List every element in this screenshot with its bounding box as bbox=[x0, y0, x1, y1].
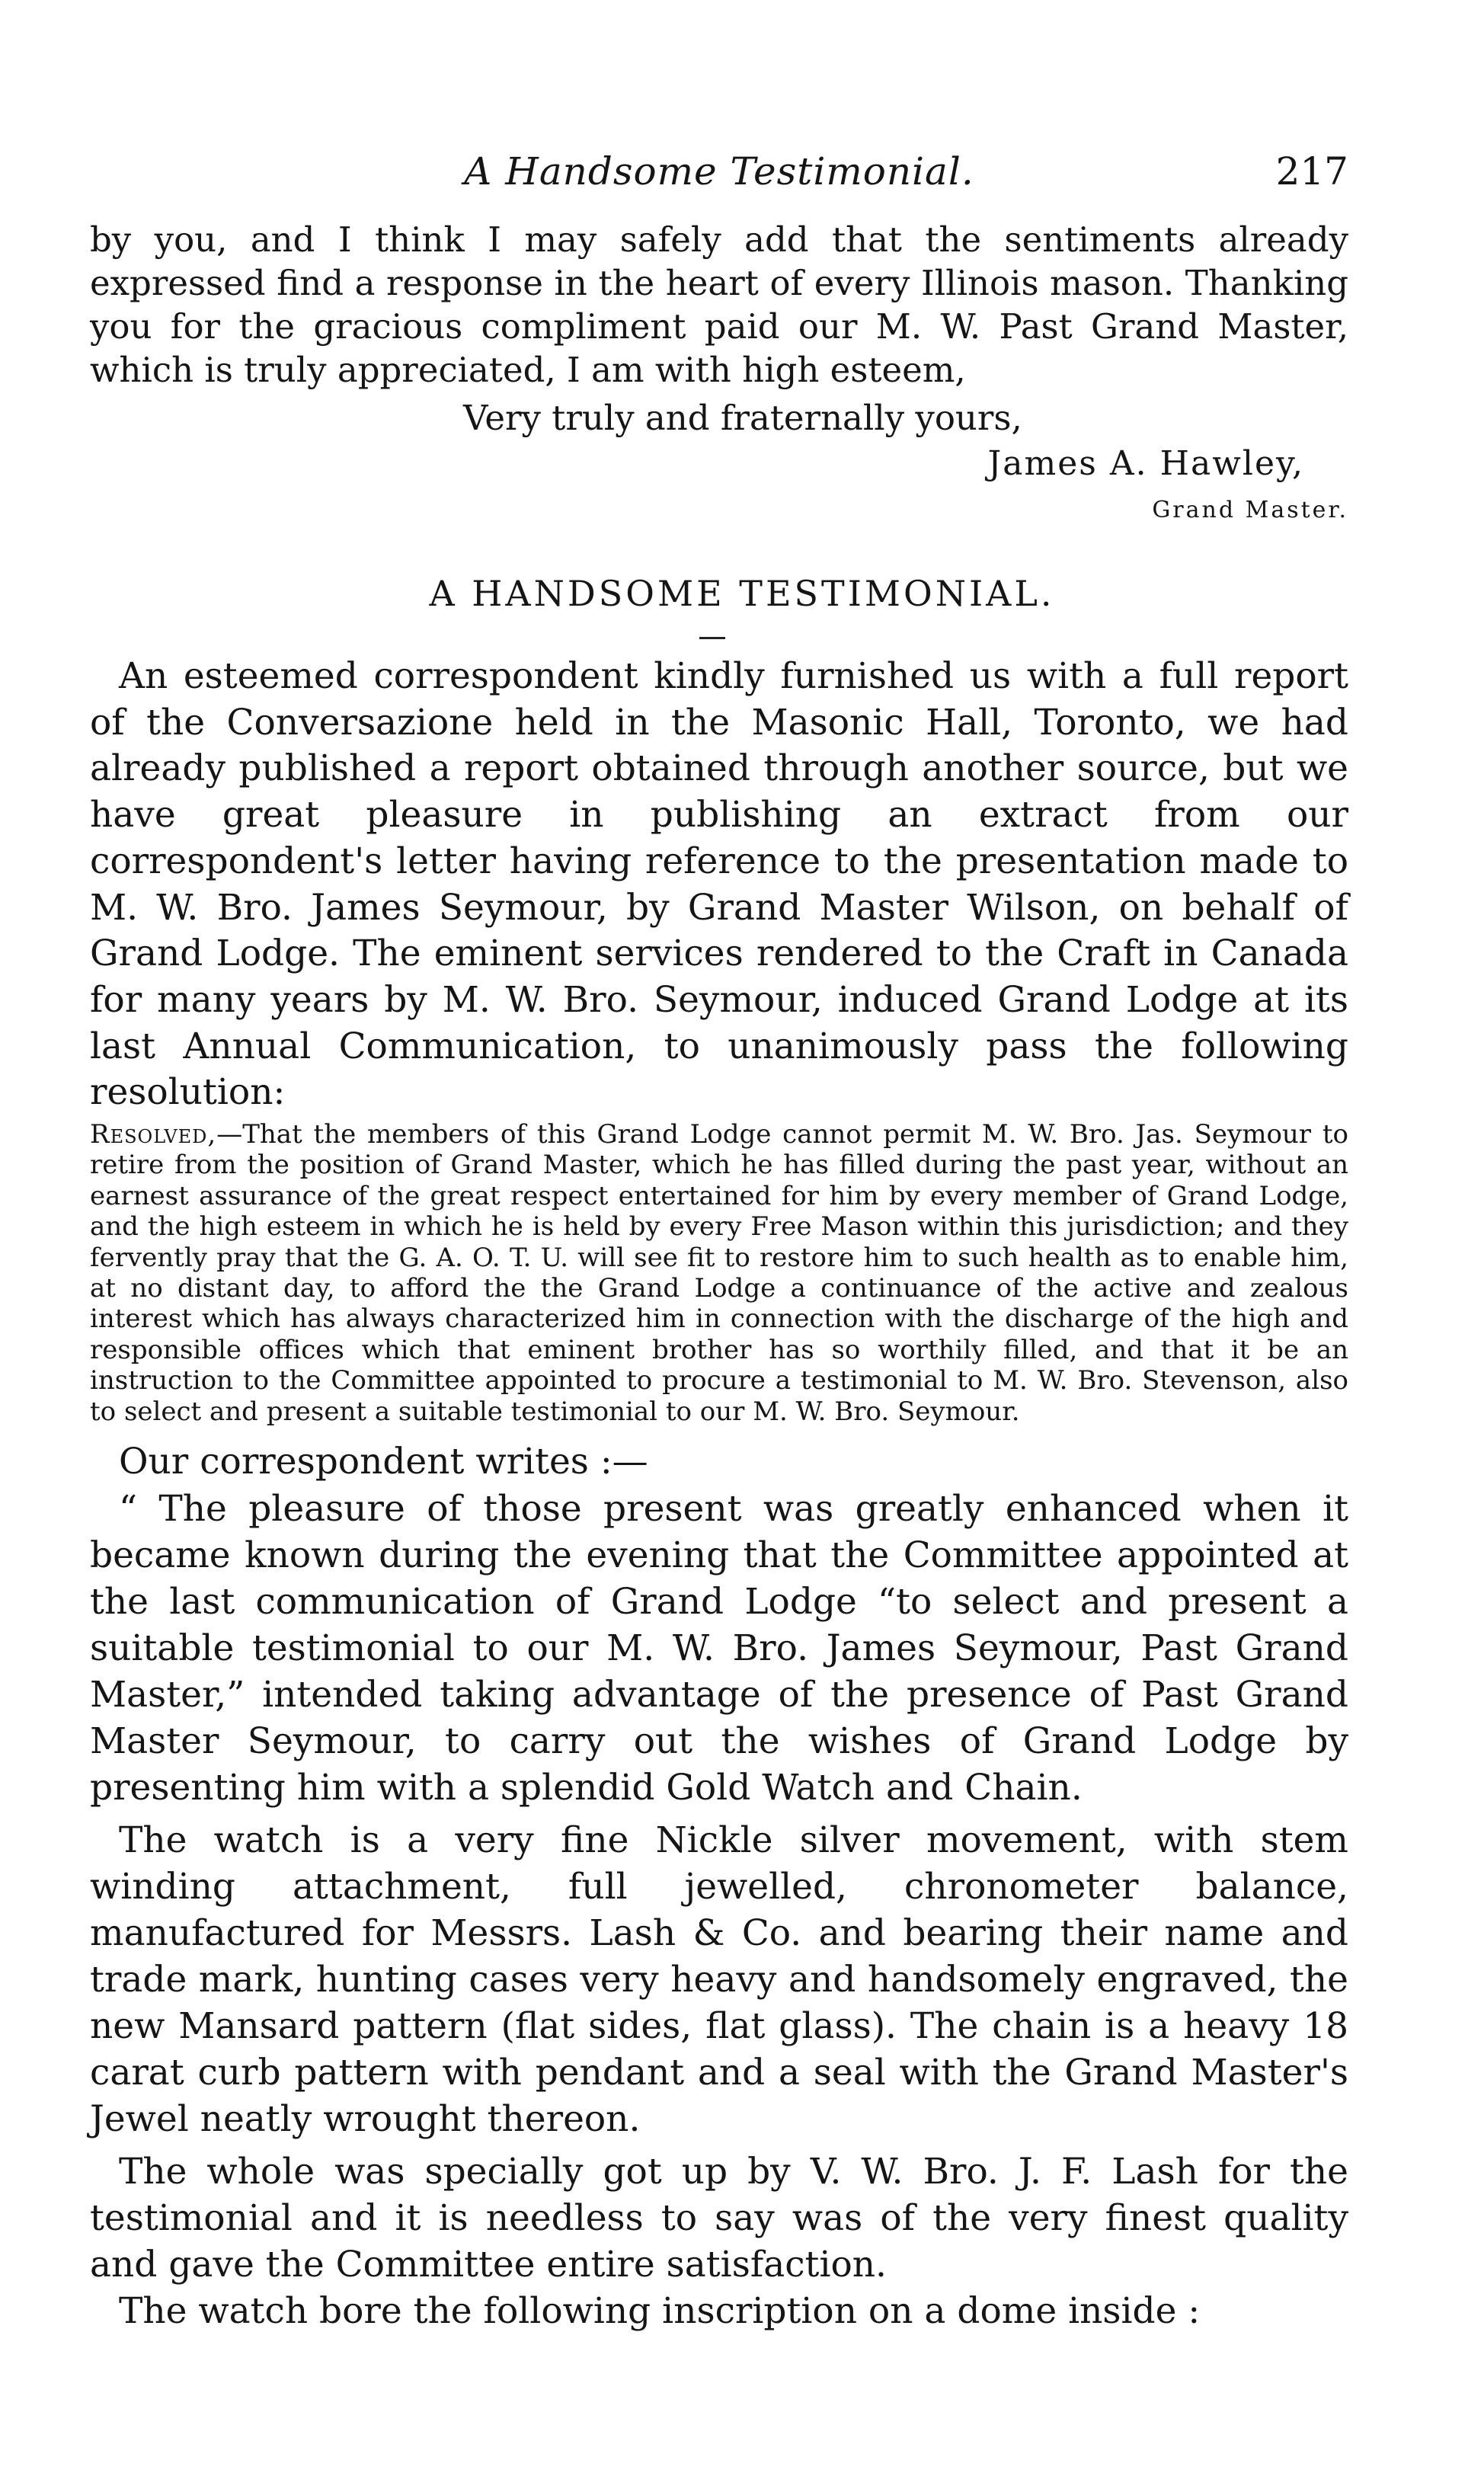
page-number: 217 bbox=[1275, 149, 1348, 194]
quote-paragraph-1: “ The pleasure of those present was greatly enhanced when it became known during the evening that the Committee appointed at the last communication of Grand Lodge “to select and present a suitable testimonial to our M. W. Bro. James Seymour, Past Grand Master,” intended taking advantage of the presence of Past Grand Master Seymour, to carry out the wishes of Grand Lodge by presenting him with a splendid Gold Watch and Chain. bbox=[90, 1487, 1348, 1809]
article-heading: A HANDSOME TESTIMONIAL. bbox=[429, 573, 1055, 614]
letter-body: by you, and I think I may safely add that the sentiments already expressed find a response in the heart of every Illinois mason. Thanking you for the gracious compliment paid our M. W. Past Grand Master, which is truly appreciated, I am with high esteem, bbox=[90, 219, 1348, 390]
quote-paragraph-3: The whole was specially got up by V. W. Bro. J. F. Lash for the testimonial and it is needless to say was of the very finest quality and gave the Committee entire satisfaction. bbox=[90, 2150, 1348, 2286]
quote-paragraph-2: The watch is a very fine Nickle silver movement, with stem winding attachment, full jewelled, chronometer balance, manufactured for Messrs. Lash & Co. and bearing their name and trade mark, hunting cases very heavy and handsomely engraved, the new Mansard pattern (flat sides, flat glass). The chain is a heavy 18 carat curb pattern with pendant and a seal with the Grand Master's Jewel neatly wrought thereon. bbox=[90, 1819, 1348, 2140]
letter-closing: Very truly and fraternally yours, bbox=[463, 398, 1022, 438]
letter-continuation bbox=[90, 218, 1348, 392]
resolution-lead: Resolved, bbox=[90, 1119, 217, 1150]
article-body bbox=[90, 654, 1348, 2334]
intro-paragraph: An esteemed correspondent kindly furnished us with a full report of the Conversazione held in the Masonic Hall, Toronto, we had already published a report obtained through another source, but we have great pleasure in publishing an extract from our correspondent's letter having reference to the presentation made to M. W. Bro. James Seymour, by Grand Master Wilson, on behalf of Grand Lodge. The eminent services rendered to the Craft in Canada for many years by M. W. Bro. Seymour, induced Grand Lodge at its last Annual Communication, to unanimously pass the following resolution: bbox=[90, 655, 1348, 1114]
signatory-title: Grand Master. bbox=[1152, 497, 1348, 523]
running-title: A Handsome Testimonial. bbox=[464, 149, 974, 194]
page-header bbox=[90, 149, 1348, 203]
quote-paragraph-4: The watch bore the following inscription on a dome inside : bbox=[119, 2289, 1201, 2332]
heading-rule bbox=[699, 637, 725, 639]
writes-line: Our correspondent writes :— bbox=[119, 1441, 648, 1483]
resolution-text: —That the members of this Grand Lodge cannot permit M. W. Bro. Jas. Seymour to retire from the position of Grand Master, which he has filled during the past year, without an earnest assurance of the great respect entertained for him by every member of Grand Lodge, and the high esteem in which he is held by every Free Mason within this jurisdiction; and they fervently pray that the G. A. O. T. U. will see fit to restore him to such health as to enable him, at no distant day, to afford the the Grand Lodge a continuance of the active and zealous interest which has always characterized him in connection with the discharge of the high and responsible offices which that eminent brother has so worthily filled, and that it be an instruction to the Committee appointed to procure a testimonial to M. W. Bro. Stevenson, also to select and present a suitable testimonial to our M. W. Bro. Seymour. bbox=[90, 1119, 1348, 1427]
letter-signature: James A. Hawley, bbox=[987, 444, 1304, 483]
resolution-block bbox=[90, 1119, 1348, 1427]
